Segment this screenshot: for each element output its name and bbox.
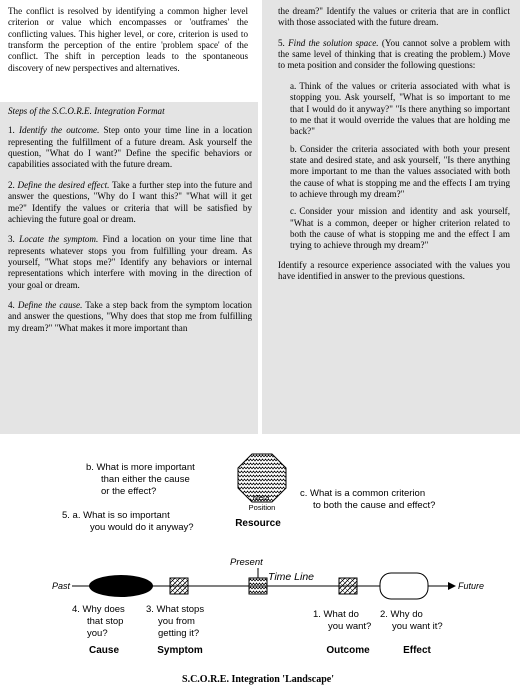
score-landscape-diagram [0,438,520,697]
step-text: Step onto your time line in a location representing the fulfillment of a future dream. Ask yourself the question, "What do I want?" Define the specific behaviors or capabilities associated with the future dream. [8,125,252,170]
question-2-label: 2. Why do you want it? [380,609,443,632]
question-letter: a. [290,80,297,91]
question-c-label: c. What is a common criterion to both the cause and effect? [300,488,436,511]
step-text: Take a step back from the symptom location and answer the questions, "Why does that stop me from fulfilling my dream?" "What makes it more important than [8,300,252,333]
steps-title: Steps of the S.C.O.R.E. Integration Format [8,106,165,116]
question-letter: c. [290,206,297,217]
intro-paragraph-block [0,0,254,102]
step-3 [8,234,252,291]
question-text: Consider the criteria associated with both your present state and desired state, and ask yourself, "Is there anything more important to me than the values associated with both the cause of what is stopping me and the effects I am trying to achieve through my dream?" [290,143,510,200]
step-number: 2. [8,179,15,190]
step-number: 1. [8,125,15,136]
question-1-label: 1. What do you want? [313,609,372,632]
timeline-arrowhead [448,582,456,590]
step-1 [8,125,252,170]
outcome-square [339,578,357,594]
question-text: Think of the values or criteria associated with what is stopping you. Ask yourself, "What is so important to me that I would do it anyway?" "Is there anything so important to me that it would override the values that are holding me back?" [290,80,510,137]
step-lead: Identify the outcome. [19,125,100,136]
question-a [290,81,510,138]
symptom-square [170,578,188,594]
step-4 [8,300,252,334]
question-4-label: 4. Why does that stop you? [72,604,125,639]
resource-label: Resource [235,518,281,529]
timeline-label: Time Line [268,571,315,583]
question-a-label: 5. a. What is so important you would do it anyway? [62,510,194,533]
question-b [290,144,510,201]
question-b-label: b. What is more important than either the cause or the effect? [86,462,195,497]
step-text: Take a further step into the future and answer the questions, "Why do I want this?" "What will it get me?" Identify the values or criteria that will be satisfied by achieving the future goal or dream. [8,179,252,224]
future-label: Future [458,581,485,591]
diagram-caption: S.C.O.R.E. Integration 'Landscape' [182,674,334,685]
effect-label: Effect [403,645,431,656]
meta-position-label: Meta Position [248,493,276,512]
present-square [249,578,267,594]
step-lead: Define the cause. [17,300,83,311]
past-label: Past [52,581,71,591]
question-3-label: 3. What stops you from getting it? [146,604,205,639]
step-lead: Define the desired effect. [17,179,110,190]
step-number: 5. [278,37,285,48]
effect-shape [380,573,428,599]
right-intro: the dream?" Identify the values or criteria that are in conflict with those associated with the future dream. [278,6,510,28]
step-text: (You cannot solve a problem with the same level of thinking that is creating the problem.) Move to meta position and consider the following questions: [278,37,511,71]
cause-ellipse [89,575,153,597]
question-letter: b. [290,143,297,154]
outcome-label: Outcome [326,645,370,656]
intro-paragraph: The conflict is resolved by identifying a common higher level criterion or value which encompasses or 'outframes' the conflicting values. This higher level, or core, criterion is used to transform the perception of the entire 'problem space' of the conflict. The shift in perception leads to the spontaneous discovery of new perspectives and alternatives. [8,6,248,73]
solution-panel [262,0,520,434]
step-lead: Locate the symptom. [19,234,99,245]
right-closing: Identify a resource experience associated with the values you have identified in answer to the previous questions. [278,259,510,282]
symptom-label: Symptom [157,645,203,656]
step-number: 4. [8,300,15,311]
question-text: Consider your mission and identity and ask yourself, "What is a common, deeper or higher criterion related to both the cause of what is stopping me and the effect I am trying to achieve through my dream?" [290,206,510,251]
step-number: 3. [8,234,15,245]
step-text: Find a location on your time line that represents whatever stops you from fulfilling your dream. As yourself, "What stops me?" Identify any behaviors or internal representations which interfere with moving in the direction of your goal or dream. [8,234,252,290]
step-2 [8,180,252,225]
present-label: Present [230,557,263,568]
question-c [290,206,510,251]
step-lead: Find the solution space. [288,37,379,48]
steps-panel [0,102,258,434]
step-5 [278,38,510,72]
cause-label: Cause [88,645,120,656]
